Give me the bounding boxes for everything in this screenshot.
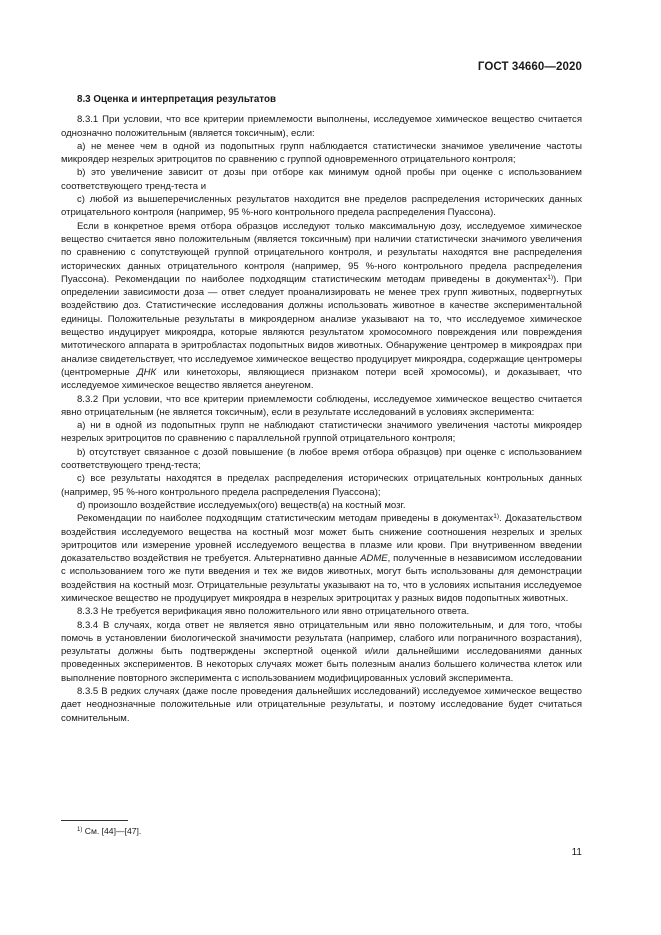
paragraph-text: . Доказательством воздействия исследуемого вещества на костный мозг может быть снижение соотношения незрелых и зрелых эритроцитов или измерение уровней исследуемого вещества в плазме или крови. При внутривенном введении доказательство воздействия не требуется. Альтернативно данные	[61, 513, 582, 565]
paragraph-text: Рекомендации по наиболее подходящим статистическим методам приведены в документах	[77, 513, 494, 525]
paragraph-8-3-5: 8.3.5 В редких случаях (даже после проведения дальнейших исследований) исследуемое химическое вещество дает неоднозначные положительные или отрицательные результаты, и поэтому исследование будет считаться сомнительным.	[61, 686, 582, 724]
document-body	[61, 93, 582, 725]
section-title: 8.3 Оценка и интерпретация результатов	[77, 94, 276, 105]
paragraph-max-dose	[61, 220, 582, 393]
footnote-text: См. [44]—[47].	[84, 826, 142, 836]
list-item-b: b) это увеличение зависит от дозы при отборе как минимум одной пробы при оценке с использованием соответствующего тренд-теста и	[61, 167, 582, 192]
paragraph-8-3-1: 8.3.1 При условии, что все критерии приемлемости выполнены, исследуемое химическое вещество считается однозначно положительным (является токсичным), если:	[61, 114, 582, 139]
page-number: 11	[571, 847, 582, 858]
italic-term: ADME	[360, 553, 388, 565]
paragraph-text: ). При определении зависимости доза — ответ следует проанализировать не менее трех групп животных, подвергнутых воздействию доз. Статистические исследования должны использовать животное в качестве экспериментальной единицы. Положительные результаты в микроядерном анализе указывают на то, что исследуемое химическое вещество индуцирует микроядра, которые являются результатом хромосомного повреждения или повреждения митотического аппарата в эритробластах подопытных видов животных. Обнаружение центромер в микроядрах при анализе свидетельствует, что исследуемое химическое вещество продуцирует микроядра, содержащие центромеры (центромерные	[61, 273, 582, 378]
paragraph-recommendations	[61, 512, 582, 605]
paragraph-8-3-4: 8.3.4 В случаях, когда ответ не является явно отрицательным или явно положительным, и для того, чтобы помочь в установлении биологической значимости результата (например, слабого или пограничного возрастания), результаты должны быть подтверждены экспертной оценкой и/или дальнейшими исследованиями данных проведенных экспериментов. В некоторых случаях может быть полезным анализ большего количества клеток или выполнение повторного эксперимента с использованием модифицированных условий эксперимента.	[61, 619, 582, 684]
footnote-reference: 1)	[493, 513, 499, 521]
paragraph-8-3-3: 8.3.3 Не требуется верификация явно положительного или явно отрицательного ответа.	[77, 606, 470, 618]
footnote-marker: 1)	[77, 827, 83, 833]
footnote-divider	[61, 820, 128, 821]
paragraph-text: Если в конкретное время отбора образцов исследуют только максимальную дозу, исследуемое химическое вещество считается явно положительным (является токсичным) при наличии статистически значимого увеличения по сравнению с сопутствующей группой отрицательного контроля, и результаты находятся вне распределения исторических данных отрицательного контроля (например, 95 %-ного контрольного предела распределения Пуассона). Рекомендации по наиболее подходящим статистическим методам приведены в документах	[61, 220, 582, 285]
paragraph-8-3-2: 8.3.2 При условии, что все критерии приемлемости соблюдены, исследуемое химическое вещество считается явно отрицательным (не является токсичным), если в результате исследований в условиях эксперимента:	[61, 393, 582, 418]
paragraph-text: , полученные в независимом исследовании с использованием того же пути введения и тех же видов животных, могут быть использованы для демонстрации воздействия на костный мозг. Отрицательные результаты указывают на то, что в условиях испытания исследуемое химическое вещество не продуцирует микроядра в незрелых эритроцитах у разных видов подопытных животных.	[61, 553, 582, 604]
list-item-a: a) ни в одной из подопытных групп не наблюдают статистически значимого увеличения частоты микроядер незрелых эритроцитов по сравнению с параллельной группой отрицательного контроля;	[61, 420, 582, 445]
list-item-c: c) любой из вышеперечисленных результатов находится вне пределов распределения исторических данных отрицательного контроля (например, 95 %-ного контрольного предела распределения Пуассона).	[61, 194, 582, 219]
list-item-d: d) произошло воздействие исследуемых(ого) веществ(а) на костный мозг.	[77, 499, 406, 511]
footnote	[77, 826, 141, 836]
list-item-b: b) отсутствует связанное с дозой повышение (в любое время отбора образцов) при оценке с использованием соответствующего тренд-теста;	[61, 446, 582, 472]
list-item-c: c) все результаты находятся в пределах распределения исторических отрицательных контрольных данных (например, 95 %-ного контрольного предела распределения Пуассона);	[61, 473, 582, 498]
italic-term: ДНК	[136, 366, 157, 378]
paragraph-text: или кинетохоры, являющиеся признаком потери всей хромосомы), и доказывает, что исследуемое химическое вещество является анеугеном.	[61, 366, 582, 392]
standard-header: ГОСТ 34660—2020	[477, 61, 582, 73]
footnote-reference: 1)	[547, 273, 554, 281]
list-item-a: a) не менее чем в одной из подопытных групп наблюдается статистически значимое увеличение частоты микроядер незрелых эритроцитов по сравнению с группой одновременного отрицательного контроля;	[61, 140, 582, 166]
